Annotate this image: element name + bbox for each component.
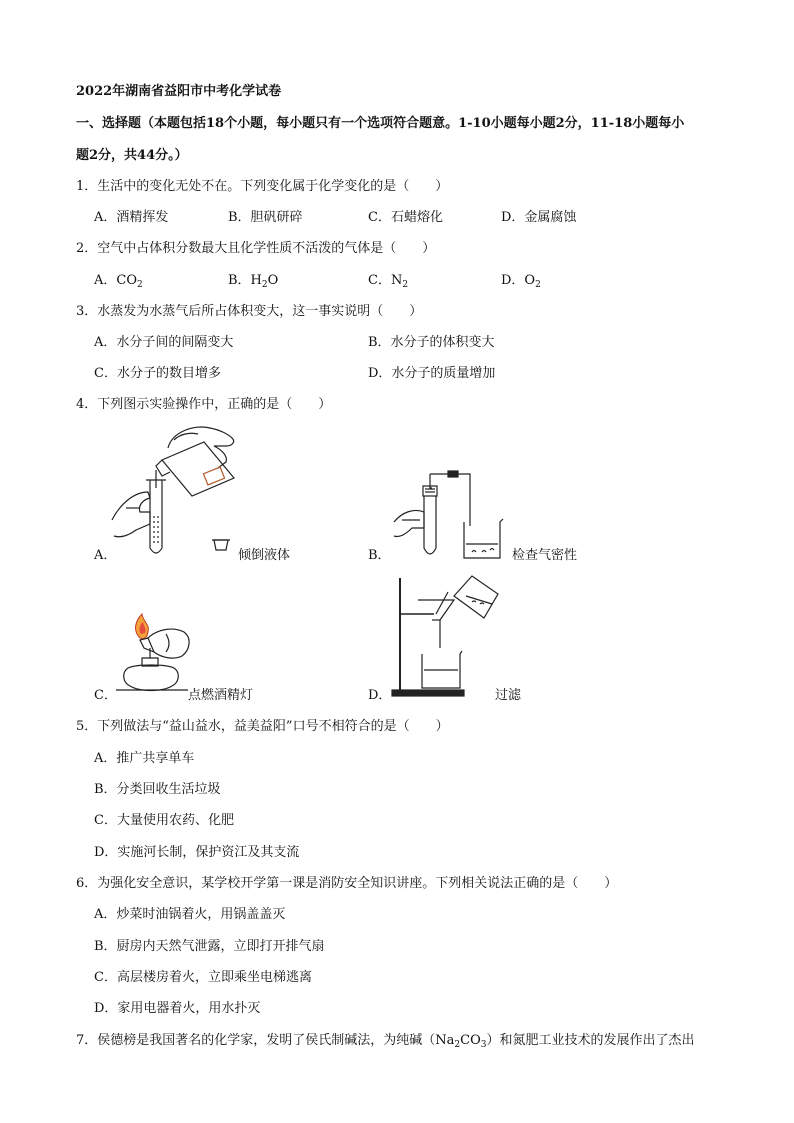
question-3-option-d: D．水分子的质量增加: [368, 366, 496, 381]
question-1-stem: 1．生活中的变化无处不在。下列变化属于化学变化的是（ ）: [76, 179, 449, 194]
page-title: 2022年湖南省益阳市中考化学试卷: [76, 84, 282, 99]
question-4-option-d-letter: D．: [368, 688, 392, 703]
alcohol-lamp-figure: [110, 608, 202, 696]
question-1-option-a: A．酒精挥发: [94, 210, 169, 225]
question-6-option-c: C．高层楼房着火，立即乘坐电梯逃离: [94, 970, 312, 985]
question-1-option-d: D．金属腐蚀: [501, 210, 577, 225]
question-3-option-a: A．水分子间的间隔变大: [94, 335, 234, 350]
question-6-option-a: A．炒菜时油锅着火，用锅盖盖灭: [94, 907, 286, 922]
question-4-option-c-caption: 点燃酒精灯: [188, 688, 254, 703]
question-5-stem: 5．下列做法与“益山益水，益美益阳”口号不相符合的是（ ）: [76, 719, 449, 734]
question-2-option-b: B．$H_2O$: [228, 273, 279, 290]
question-3-option-b: B．水分子的体积变大: [368, 335, 495, 350]
question-2-option-a: A．$CO_2$: [94, 273, 143, 290]
question-4-option-a-letter: A．: [94, 548, 117, 563]
question-2-option-d: D．$O_2$: [501, 273, 541, 290]
question-6-option-d: D．家用电器着火，用水扑灭: [94, 1001, 261, 1016]
section-heading-line2: 题2分，共44分。）: [76, 148, 188, 163]
question-7-stem: 7．侯德榜是我国著名的化学家，发明了侯氏制碱法，为纯碱$(Na_2CO_3)$和氮肥工业技术的发展作出了杰出: [76, 1033, 695, 1050]
question-2-option-c: C．$N_2$: [368, 273, 409, 290]
question-6-stem: 6．为强化安全意识，某学校开学第一课是消防安全知识讲座。下列相关说法正确的是（ ）: [76, 876, 618, 891]
question-3-option-c: C．水分子的数目增多: [94, 366, 221, 381]
question-5-option-b: B．分类回收生活垃圾: [94, 782, 221, 797]
question-3-stem: 3．水蒸发为水蒸气后所占体积变大，这一事实说明（ ）: [76, 304, 423, 319]
airtightness-figure: [392, 468, 516, 564]
question-2-stem: 2．空气中占体积分数最大且化学性质不活泼的气体是（ ）: [76, 241, 436, 256]
question-4-option-b-letter: B．: [368, 548, 391, 563]
question-5-option-c: C．大量使用农药、化肥: [94, 813, 234, 828]
question-4-option-b-caption: 检查气密性: [512, 548, 578, 563]
question-4-stem: 4．下列图示实验操作中，正确的是（ ）: [76, 397, 332, 412]
question-4-option-a-caption: 倾倒液体: [238, 548, 291, 563]
question-5-option-a: A．推广共享单车: [94, 751, 195, 766]
question-5-option-d: D．实施河长制，保护资江及其支流: [94, 845, 300, 860]
question-4-option-c-letter: C．: [94, 688, 117, 703]
section-heading-line1: 一、选择题（本题包括18个小题，每小题只有一个选项符合题意。1-10小题每小题2分，11-18小题每小: [76, 116, 685, 131]
question-1-option-b: B．胆矾研碎: [228, 210, 303, 225]
filtration-figure: [390, 574, 502, 698]
pour-liquid-figure: [110, 420, 250, 565]
question-1-option-c: C．石蜡熔化: [368, 210, 443, 225]
question-4-option-d-caption: 过滤: [495, 688, 522, 703]
question-6-option-b: B．厨房内天然气泄露，立即打开排气扇: [94, 939, 325, 954]
